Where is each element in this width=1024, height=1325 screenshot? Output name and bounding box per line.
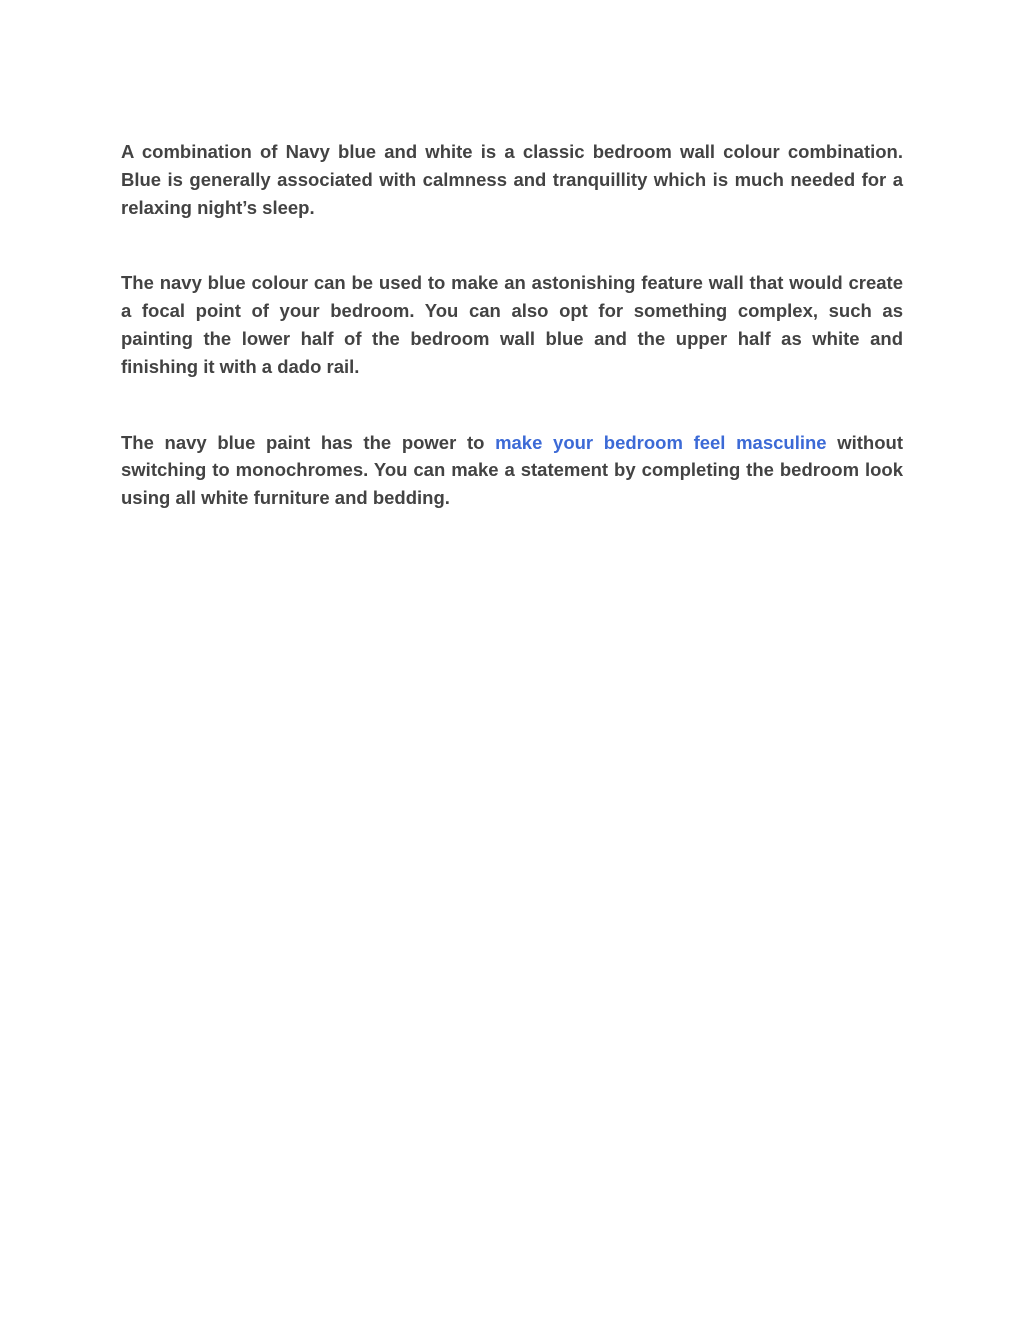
paragraph-text-before-link: The navy blue paint has the power to [121,431,496,453]
document-page [121,138,903,560]
paragraph-feature-wall: The navy blue colour can be used to make an astonishing feature wall that would create a focal point of your bedroom. You can also opt for something complex, such as painting the lower half of the bedroom wall blue and the upper half as white and finishing it with a dado rail. [121,272,903,377]
paragraph-masculine-bedroom [121,429,903,512]
masculine-bedroom-link[interactable]: make your bedroom feel masculine [495,431,827,453]
paragraph-text-after-link: without switching to monochromes. You can make a statement by completing the bedroom look using all white furniture and bedding. [121,431,903,509]
paragraph-navy-white-combination: A combination of Navy blue and white is a classic bedroom wall colour combination. Blue is generally associated with calmness and tranquillity which is much needed for a relaxing night’s sleep. [121,141,903,218]
